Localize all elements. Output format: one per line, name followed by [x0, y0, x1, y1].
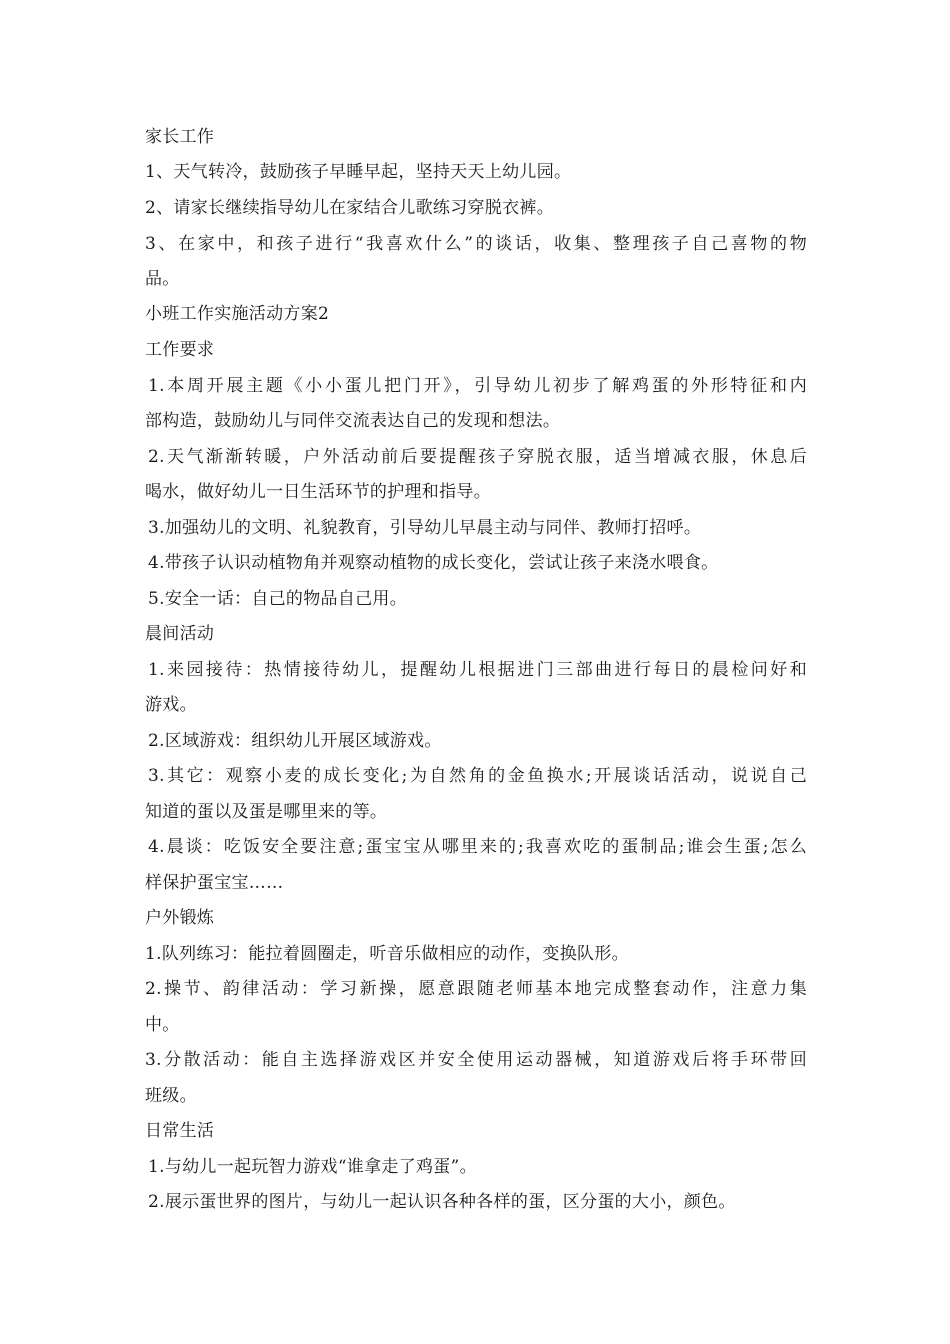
- text-line: 3.加强幼儿的文明、礼貌教育，引导幼儿早晨主动与同伴、教师打招呼。: [148, 518, 702, 538]
- text-line: 4.晨谈：吃饭安全要注意;蛋宝宝从哪里来的;我喜欢吃的蛋制品;谁会生蛋;怎么: [148, 837, 807, 857]
- text-line: 部构造，鼓励幼儿与同伴交流表达自己的发现和想法。: [145, 411, 561, 431]
- text-line: 2.区域游戏：组织幼儿开展区域游戏。: [148, 731, 442, 751]
- text-line: 喝水，做好幼儿一日生活环节的护理和指导。: [145, 482, 491, 502]
- text-line: 1、天气转冷，鼓励孩子早睡早起，坚持天天上幼儿园。: [145, 162, 572, 182]
- text-line: 1.本周开展主题《小小蛋儿把门开》，引导幼儿初步了解鸡蛋的外形特征和内: [148, 376, 807, 396]
- text-line: 1.队列练习：能拉着圆圈走，听音乐做相应的动作，变换队形。: [145, 944, 629, 964]
- text-line: 3、在家中，和孩子进行“我喜欢什么”的谈话，收集、整理孩子自己喜物的物: [145, 234, 807, 254]
- heading-work-requirements: 工作要求: [145, 340, 215, 360]
- text-line: 班级。: [145, 1086, 197, 1106]
- heading-morning-activities: 晨间活动: [145, 624, 215, 644]
- heading-outdoor-exercise: 户外锻炼: [145, 908, 215, 928]
- text-line: 知道的蛋以及蛋是哪里来的等。: [145, 802, 388, 822]
- section-title: 小班工作实施活动方案2: [145, 304, 330, 324]
- text-line: 游戏。: [145, 695, 197, 715]
- text-line: 样保护蛋宝宝……: [145, 873, 284, 893]
- text-line: 1.与幼儿一起玩智力游戏“谁拿走了鸡蛋”。: [148, 1157, 477, 1177]
- heading-daily-life: 日常生活: [145, 1121, 215, 1141]
- text-line: 2.操节、韵律活动：学习新操，愿意跟随老师基本地完成整套动作，注意力集: [145, 979, 807, 999]
- text-line: 1.来园接待：热情接待幼儿，提醒幼儿根据进门三部曲进行每日的晨检问好和: [148, 660, 807, 680]
- text-line: 3.其它：观察小麦的成长变化;为自然角的金鱼换水;开展谈话活动，说说自己: [148, 766, 807, 786]
- text-line: 5.安全一话：自己的物品自己用。: [148, 589, 408, 609]
- text-line: 2.天气渐渐转暖，户外活动前后要提醒孩子穿脱衣服，适当增减衣服，休息后: [148, 447, 807, 467]
- text-line: 品。: [145, 269, 180, 289]
- heading-parent-work: 家长工作: [145, 127, 215, 147]
- text-line: 中。: [145, 1015, 180, 1035]
- text-line: 2、请家长继续指导幼儿在家结合儿歌练习穿脱衣裤。: [145, 198, 555, 218]
- text-line: 4.带孩子认识动植物角并观察动植物的成长变化，尝试让孩子来浇水喂食。: [148, 553, 719, 573]
- text-line: 2.展示蛋世界的图片，与幼儿一起认识各种各样的蛋，区分蛋的大小，颜色。: [148, 1192, 736, 1212]
- text-line: 3.分散活动：能自主选择游戏区并安全使用运动器械，知道游戏后将手环带回: [145, 1050, 807, 1070]
